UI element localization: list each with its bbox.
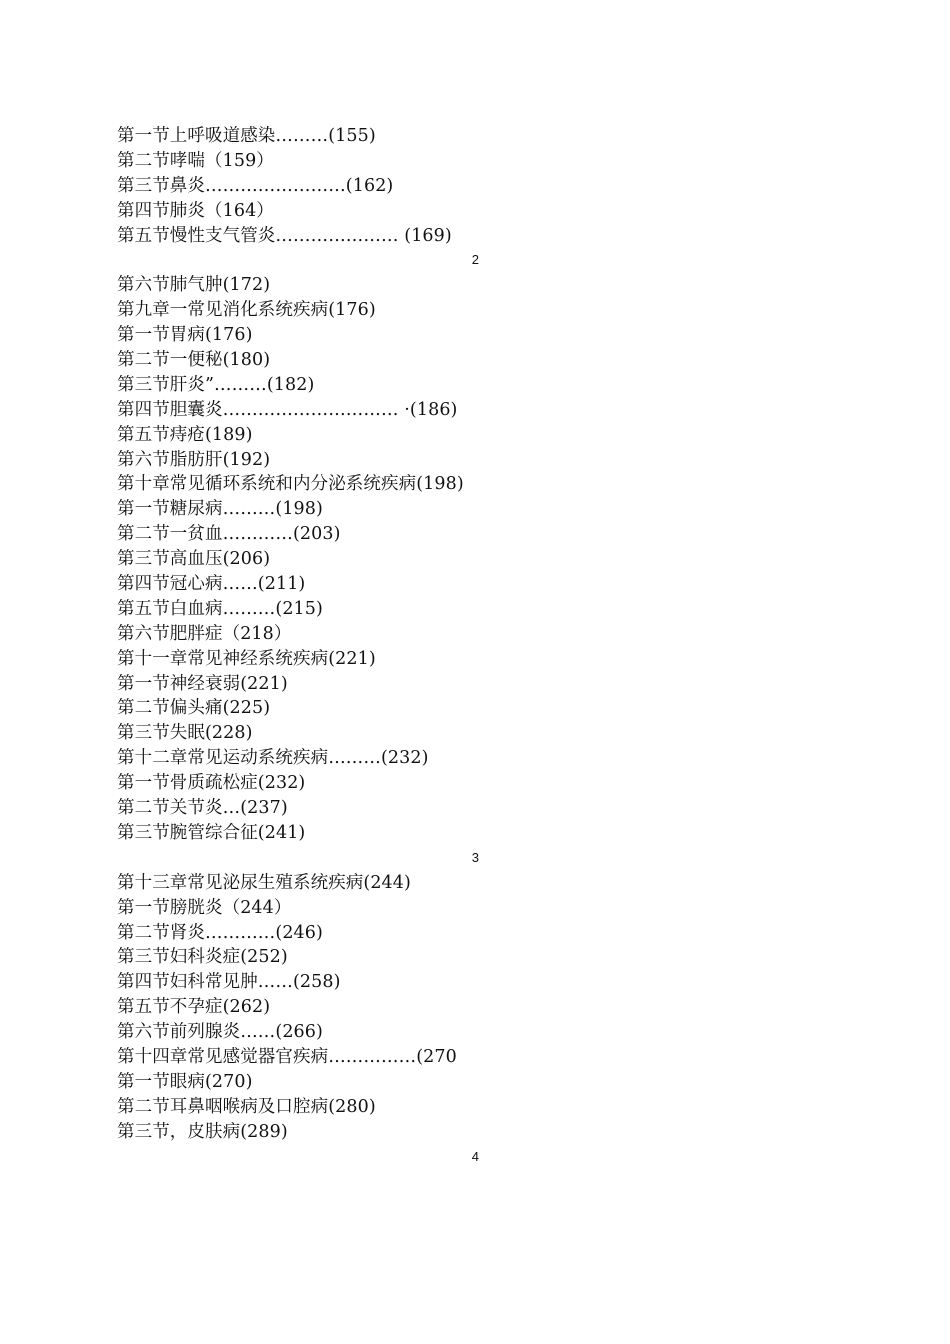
toc-line: 第一节骨质疏松症(232)	[117, 773, 306, 794]
toc-line: 第六节前列腺炎……(266)	[117, 1022, 323, 1043]
toc-line: 第三节鼻炎……………………(162)	[117, 175, 394, 196]
toc-line: 第三节腕管综合征(241)	[117, 822, 306, 843]
toc-line: 第四节妇科常见肿……(258)	[117, 972, 341, 993]
toc-line: 第二节一便秘(180)	[117, 350, 271, 371]
toc-line: 第三节妇科炎症(252)	[117, 947, 288, 968]
toc-line: 第四节冠心病……(211)	[117, 574, 306, 595]
toc-line: 第三节失眠(228)	[117, 723, 253, 744]
toc-line: 第一节胃病(176)	[117, 325, 253, 346]
toc-line: 第二节关节炎…(237)	[117, 798, 288, 819]
toc-line: 第二节偏头痛(225)	[117, 698, 271, 719]
toc-line: 第六节脂肪肝(192)	[117, 449, 271, 470]
toc-line: 第二节哮喘（159）	[117, 150, 274, 171]
toc-line: 第三节，皮肤病(289)	[117, 1121, 288, 1142]
toc-line: 第一节上呼吸道感染………(155)	[117, 126, 376, 146]
toc-line: 第二节肾炎…………(246)	[117, 922, 323, 943]
toc-line: 第十三章常见泌尿生殖系统疾病(244)	[117, 872, 411, 893]
toc-line: 第四节胆囊炎………………………… ·(186)	[117, 399, 458, 420]
toc-line: 第四节肺炎（164）	[117, 200, 274, 221]
toc-line: 第五节慢性支气管炎………………… (169)	[117, 225, 452, 246]
page-number: 2	[471, 252, 479, 268]
toc-line: 第十一章常见神经系统疾病(221)	[117, 648, 376, 669]
toc-line: 第三节肝炎”………(182)	[117, 374, 315, 395]
toc-line: 第九章一常见消化系统疾病(176)	[117, 300, 376, 321]
table-of-contents	[117, 124, 517, 1169]
toc-line: 第六节肺气肿(172)	[117, 275, 271, 296]
page-number: 4	[471, 1148, 479, 1164]
toc-line: 第十章常见循环系统和内分泌系统疾病(198)	[117, 474, 464, 495]
toc-line: 第一节糖尿病………(198)	[117, 499, 323, 520]
toc-line: 第二节一贫血…………(203)	[117, 524, 341, 545]
toc-line: 第一节神经衰弱(221)	[117, 673, 288, 694]
toc-line: 第五节白血病………(215)	[117, 598, 323, 619]
toc-line: 第三节高血压(206)	[117, 549, 271, 570]
toc-line: 第一节膀胱炎（244）	[117, 897, 292, 918]
toc-line: 第一节眼病(270)	[117, 1071, 253, 1092]
page-number: 3	[471, 849, 479, 865]
toc-line: 第十四章常见感觉器官疾病……………(270	[117, 1046, 457, 1067]
toc-line: 第六节肥胖症（218）	[117, 623, 292, 644]
toc-line: 第五节不孕症(262)	[117, 997, 271, 1018]
toc-line: 第二节耳鼻咽喉病及口腔病(280)	[117, 1096, 376, 1117]
toc-line: 第十二章常见运动系统疾病………(232)	[117, 748, 429, 769]
toc-line: 第五节痔疮(189)	[117, 424, 253, 445]
